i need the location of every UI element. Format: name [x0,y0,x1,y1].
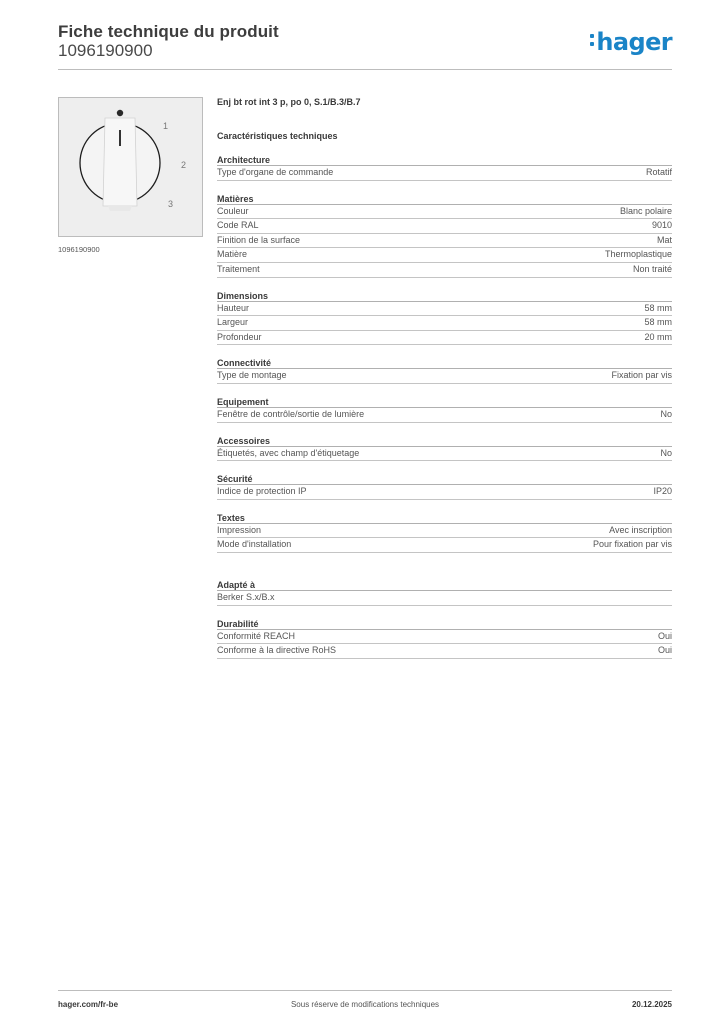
spec-value: Non traité [632,263,672,274]
spec-value: 20 mm [644,331,672,342]
spec-row [217,538,672,553]
group-title: Adapté à [217,579,672,591]
spec-group-texts [217,512,672,553]
footer-website-link[interactable]: hager.com/fr-be [58,1000,119,1009]
spec-row [217,447,672,462]
spec-label: Matière [217,249,248,260]
spec-group-durability [217,618,672,659]
group-title: Sécurité [217,473,672,485]
spec-row [217,485,672,500]
spec-value: No [660,408,672,419]
spec-row [217,630,672,645]
spec-label: Profondeur [217,331,262,342]
dial-label-3: 3 [168,199,174,209]
dial-knob-base [108,206,132,211]
spec-label: Code RAL [217,220,259,231]
spec-row [217,263,672,278]
footer-date: 20.12.2025 [631,1000,672,1009]
group-title: Durabilité [217,618,672,630]
spec-value: 58 mm [644,317,672,328]
product-name: Enj bt rot int 3 p, po 0, S.1/B.3/B.7 [217,97,361,107]
spec-label: Couleur [217,205,249,216]
spec-label: Type de montage [217,370,287,381]
spec-value: Fixation par vis [611,370,672,381]
rotary-switch-illustration [59,98,202,236]
spec-row [217,524,672,539]
spec-row [217,234,672,249]
group-title: Architecture [217,154,672,166]
group-title: Matières [217,193,672,205]
spec-label: Impression [217,524,262,535]
spec-value: Blanc polaire [619,205,672,216]
spec-label: Type d'organe de commande [217,167,334,177]
spec-label: Conformité REACH [217,630,296,641]
dial-label-2: 2 [181,160,187,170]
spec-value: Mat [656,234,672,245]
spec-row [217,248,672,263]
spec-label: Berker S.x/B.x [217,591,275,602]
spec-value: Pour fixation par vis [592,539,672,550]
group-title: Connectivité [217,357,672,369]
spec-row [217,591,672,606]
spec-label: Largeur [217,317,249,328]
spec-label: Finition de la surface [217,234,301,245]
spec-value: Rotatif [645,167,672,177]
spec-value: 58 mm [644,302,672,313]
group-title: Equipement [217,396,672,408]
spec-group-connectivity [217,357,672,384]
footer-disclaimer: Sous réserve de modifications techniques [290,1000,440,1009]
spec-value: Oui [657,630,672,641]
spec-group-materials [217,193,672,278]
spec-row [217,331,672,346]
spacer [217,553,672,567]
spec-label: Étiquetés, avec champ d'étiquetage [217,447,360,458]
spec-group-dimensions [217,290,672,346]
logo-dots-icon [590,34,595,48]
spec-group-architecture [217,154,672,181]
spec-row [217,316,672,331]
spec-sheet [217,96,672,659]
group-title: Dimensions [217,290,672,302]
spec-group-compatible [217,579,672,606]
page-header [58,22,672,70]
section-heading: Caractéristiques techniques [217,131,338,141]
spec-value: Thermoplastique [604,249,672,260]
spec-row [217,166,672,181]
product-image [58,97,203,237]
spec-label: Traitement [217,263,260,274]
spec-row [217,644,672,659]
spec-row [217,302,672,317]
group-title: Textes [217,512,672,524]
spec-row [217,408,672,423]
page-footer [58,990,672,1020]
spec-value: Avec inscription [609,524,672,535]
figure-caption: 1096190900 [58,245,100,254]
spec-label: Hauteur [217,302,250,313]
zero-position-dot [117,110,123,116]
spec-label: Conforme à la directive RoHS [217,645,337,656]
spec-group-accessories [217,435,672,462]
dial-label-1: 1 [163,121,169,131]
spec-group-equipment [217,396,672,423]
spec-row [217,369,672,384]
logo-text: hager [596,28,672,56]
spec-row [217,205,672,220]
spec-label: Fenêtre de contrôle/sortie de lumière [217,408,365,419]
spec-label: Mode d'installation [217,539,292,550]
spec-label: Indice de protection IP [217,486,307,497]
spec-value: 9010 [651,220,672,231]
spec-row [217,219,672,234]
spec-value: IP20 [653,486,672,497]
group-title: Accessoires [217,435,672,447]
product-code: 1096190900 [58,41,153,60]
spec-value: No [660,447,672,458]
hager-logo[interactable] [590,28,672,56]
page-title: Fiche technique du produit [58,22,279,41]
spec-group-safety [217,473,672,500]
spec-value: Oui [657,645,672,656]
